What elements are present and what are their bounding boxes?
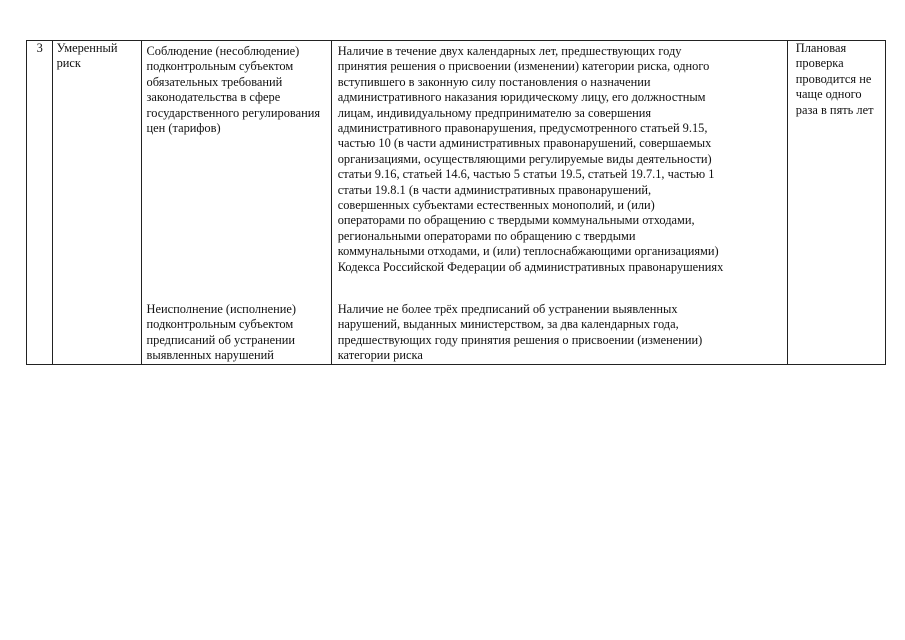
indicator-line: Наличие в течение двух календарных лет, предшествующих году	[337, 44, 682, 58]
indicator-line: организациями, осуществляющими регулируемые виды деятельности)	[337, 151, 712, 166]
row-number-cell	[27, 41, 53, 365]
indicator-line: принятия решения о присвоении (изменении) категории риска, одного	[337, 59, 710, 74]
risk-category-table	[26, 40, 886, 365]
indicator-line: статьи 19.8.1 (в части административных правонарушений,	[337, 182, 652, 197]
criteria-cell	[141, 41, 331, 365]
risk-level: Умеренный риск	[56, 41, 118, 71]
indicator-orders	[332, 297, 787, 364]
indicator-compliance	[332, 41, 787, 297]
table-row	[27, 41, 886, 365]
indicators-cell	[331, 41, 787, 365]
inspection-frequency-cell	[787, 41, 885, 365]
inspection-frequency: Плановая проверка проводится не чаще одного раза в пять лет	[795, 41, 874, 117]
indicator-line: нарушений, выданных министерством, за два календарных года,	[337, 317, 679, 332]
indicator-line: Наличие не более трёх предписаний об устранении выявленных	[337, 302, 678, 316]
indicator-line: совершенных субъектами естественных монополий, и (или)	[337, 198, 655, 213]
indicator-line: Кодекса Российской Федерации об административных правонарушениях	[337, 259, 724, 274]
indicator-line: административного правонарушения, предусмотренного статьей 9.15,	[337, 121, 708, 136]
criterion-orders: Неисполнение (исполнение) подконтрольным субъектом предписаний об устранении выявленных нарушений	[146, 302, 297, 363]
indicator-line: статьи 9.16, статьей 14.6, частью 5 статьи 19.5, статьей 19.7.1, частью 1	[337, 167, 715, 182]
indicator-line: частью 10 (в части административных правонарушений, совершаемых	[337, 136, 712, 151]
indicator-line: вступившего в законную силу постановления о назначении	[337, 74, 651, 89]
indicator-line: категории риска	[337, 348, 423, 363]
criterion-compliance: Соблюдение (несоблюдение) подконтрольным субъектом обязательных требований законодательства в сфере государственного регулирования цен (тарифов)	[146, 44, 321, 136]
indicator-line: региональными операторами по обращению с твердыми	[337, 228, 636, 243]
indicator-line: административного наказания юридическому лицу, его должностным	[337, 90, 706, 105]
risk-level-cell	[52, 41, 141, 365]
indicator-line: предшествующих году принятия решения о присвоении (изменении)	[337, 332, 703, 347]
row-number: 3	[36, 41, 43, 55]
indicator-line: коммунальными отходами, и (или) теплоснабжающими организациями)	[337, 244, 719, 259]
indicator-line: операторами по обращению с твердыми коммунальными отходами,	[337, 213, 695, 228]
indicator-line: лицам, индивидуальному предпринимателю за совершения	[337, 105, 652, 120]
